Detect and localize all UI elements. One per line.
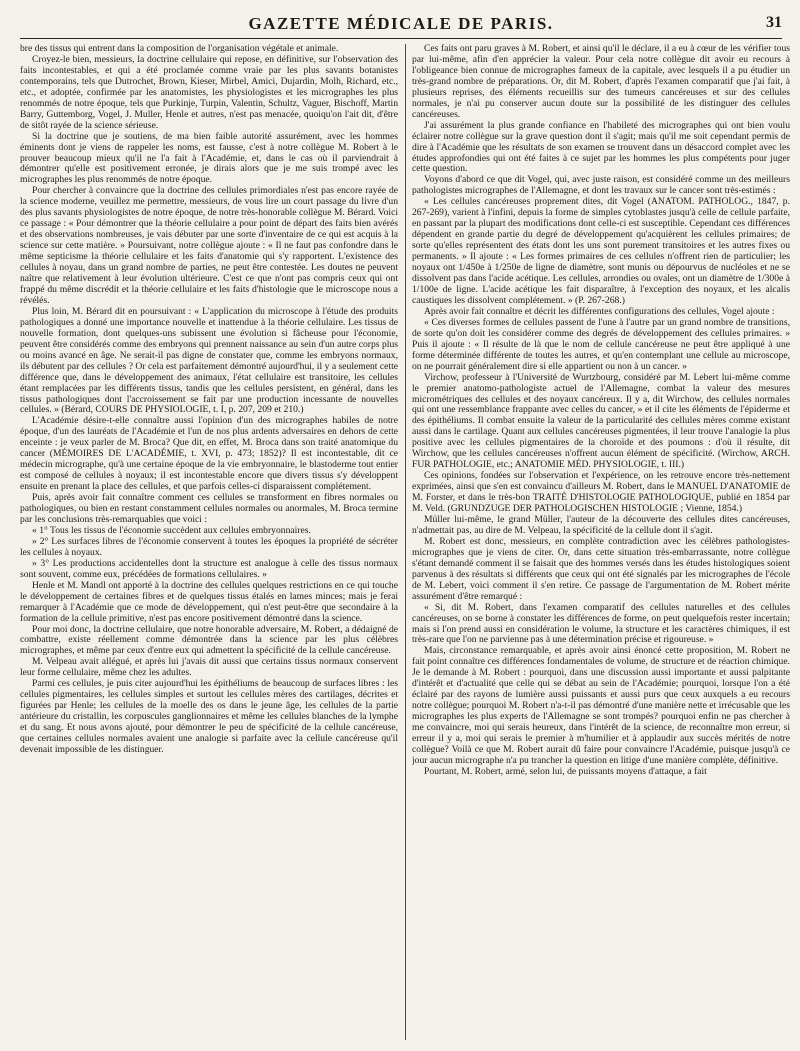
paragraph: Après avoir fait connaître et décrit les différentes configurations des cellules, Vogel ajoute : bbox=[424, 305, 775, 317]
journal-title: GAZETTE MÉDICALE DE PARIS. bbox=[248, 14, 554, 33]
paragraph: Pour moi donc, la doctrine cellulaire, que notre honorable adversaire, M. Robert, a dédaigné de combattre, existe réellement comme démontrée dans la science par les plus célèbres micrographes, et même par ceux d'entre eux qui admettent la spécificité de la cellule cancéreuse. bbox=[20, 623, 398, 657]
paragraph: » 2° Les surfaces libres de l'économie conservent à toutes les époques la propriété de sécréter les cellules à noyaux. bbox=[20, 535, 398, 558]
paragraph: « Ces diverses formes de cellules passent de l'une à l'autre par un grand nombre de transitions, de sorte qu'on doit les considérer comme des degrés de développement des cellules primaires. » Puis il ajoute : « Il résulte de là que le nom de cellule cancéreuse ne peut être appliqué à une forme déterminée différente de toutes les autres, et qu'en contemplant une cellule au microscope, on ne pourrait généralement dire si elle appartient ou non à un cancer. » bbox=[412, 316, 790, 372]
paragraph: « 1° Tous les tissus de l'économie succèdent aux cellules embryonnaires. bbox=[32, 524, 311, 536]
paragraph: » 3° Les productions accidentelles dont la structure est analogue à celle des tissus normaux sont souvent, comme eux, précédées de formations cellulaires. » bbox=[20, 557, 398, 580]
running-header bbox=[20, 12, 782, 39]
paragraph: Müller lui-même, le grand Müller, l'auteur de la découverte des cellules dites cancéreuses, n'admettait pas, au dire de M. Velpeau, la spécificité de la cellule dont il s'agit. bbox=[412, 513, 790, 536]
paragraph: Mais, circonstance remarquable, et après avoir ainsi énoncé cette proposition, M. Robert ne fait point connaître ces différences fondamentales de volume, de structure et de réaction chimique. Je le demande à M. Robert : pourquoi, dans une discussion aussi importante et aussi palpitante d'intérêt et d'actualité que celle qui se débat au sein de l'Académie; pourquoi, lorsque l'on a été éclairé par des rayons de lumière aussi puissants et aussi purs que ceux auxquels a eu recours notre collègue; pourquoi M. Robert n'a-t-il pas démontré d'une manière nette et irrécusable que les micrographes les plus experts de l'Allemagne se sont trompés? pourquoi enfin ne pas chercher à me convaincre, moi qui serais heureux, dans l'intérêt de la science, de reconnaître mon erreur, si erreur il y a, moi qui serais le premier à m'humilier et à applaudir aux succès mérités de notre collègue? Voilà ce que M. Robert aurait dû faire pour convaincre l'Académie, puisque jusqu'à ce jour aucun micrographe n'a pu trancher la question en litige d'une manière complète, définitive. bbox=[412, 645, 790, 766]
paragraph: « Les cellules cancéreuses proprement dites, dit Vogel (ANATOM. PATHOLOG., 1847, p. 267-269), varient à l'infini, depuis la forme de simples cytoblastes jusqu'à celle de cellule parfaite, en passant par la plupart des modifications dont celle-ci est susceptible. Cependant ces différences dépendent en grande partie du degré de développement qu'acquièrent les cellules primaires; de sorte qu'elles représentent des états dont les uns sont purement transitoires et les autres fixes ou permanents. » Il ajoute : « Les formes primaires de ces cellules n'offrent rien de particulier; les noyaux ont 1/450e à 1/250e de ligne de diamètre, sont munis ou dépourvus de nucléoles et ne se dissolvent pas dans l'acide acétique. Les cellules, arrondies ou ovales, ont un diamètre de 1/300e à 1/100e de ligne. L'acide acétique les fait disparaître, à l'exception des noyaux, et les alcalis caustiques les dissolvent complétement. » (P. 267-268.) bbox=[412, 196, 790, 306]
column-rule bbox=[405, 44, 406, 1040]
paragraph: J'ai assurément la plus grande confiance en l'habileté des micrographes qui ont bien voulu éclairer notre collègue sur la grave question dont il s'agit; mais qu'il me soit cependant permis de dire à l'Académie que les résultats de son examen se trouvent dans un désaccord complet avec les études approfondies qui ont été faites à ce sujet par les hommes les plus compétents pour juger cette question. bbox=[412, 119, 790, 175]
paragraph: Puis, après avoir fait connaître comment ces cellules se transforment en fibres normales ou pathologiques, ou bien en restant constamment cellules normales ou anormales, M. Broca termine par les conclusions très-remarquables que voici : bbox=[20, 492, 398, 525]
paragraph: Pourtant, M. Robert, armé, selon lui, de puissants moyens d'attaque, a fait bbox=[424, 765, 707, 777]
left-column bbox=[20, 44, 398, 1046]
paragraph: Croyez-le bien, messieurs, la doctrine cellulaire qui repose, en définitive, sur l'observation des faits incontestables, et qui a été proclamée comme vraie par les plus savants botanistes contemporains, tels que Dutrochet, Brown, Kieser, Mirbel, Amici, Dujardin, Molh, Richard, etc., etc., et adoptée, confirmée par les anatomistes, les physiologistes et les micrographes les plus renommés de notre époque, tels que Purkinje, Turpin, Valentin, Schultz, Vaguer, Bischoff, Martin Barry, Guttemborg, Vogel, J. Muller, Henle et autres, n'est pas menacée, quoiqu'on l'ait dit, d'être de sitôt rayée de la science sérieuse. bbox=[20, 53, 398, 131]
paragraph: M. Velpeau avait allégué, et après lui j'avais dit aussi que certains tissus normaux conservent leur forme cellulaire, même chez les adultes. bbox=[20, 656, 398, 679]
page-number: 31 bbox=[766, 14, 782, 31]
paragraph: Ces faits ont paru graves à M. Robert, et ainsi qu'il le déclare, il a eu à cœur de les vérifier tous par lui-même, afin d'en apprécier la valeur. Pour cela notre collègue dit avoir eu recours à l'obligeance bien connue de micrographes fameux de la capitale, avec lesquels il a pu étudier un très-grand nombre de préparations. Or, dit M. Robert, d'après l'examen comparatif que j'ai fait, à plusieurs reprises, des éléments recueillis sur des tumeurs cancéreuses et sur des cellules normales, je n'ai pu conserver aucun doute sur la possibilité de les distinguer des cellules cancéreuses. bbox=[412, 44, 790, 120]
paragraph: Pour chercher à convaincre que la doctrine des cellules primordiales n'est pas encore rayée de la science moderne, veuillez me permettre, messieurs, de vous lire un court passage du livre d'un des plus savants physiologistes de notre époque, de notre très-honorable collègue M. Bérard. Voici ce passage : « Pour démontrer que la théorie cellulaire a pour point de départ des faits bien avérés et des observations nombreuses, je vais débuter par une sorte d'inventaire de ce qui est acquis à la science sur cette matière. » Poursuivant, notre collègue ajoute : « Il ne faut pas confondre dans le même septicisme la théorie cellulaire et les faits d'anatomie qui s'y rapportent. L'existence des cellules à noyau, dans un grand nombre de parties, ne peut être contestée. Les doutes ne peuvent naître que relativement à leur évolution ultérieure. C'est ce que n'ont pas compris ceux qui ont frappé du même discrédit et la théorie cellulaire et les faits d'histologie que le microscope nous a révélés. bbox=[20, 185, 398, 306]
paragraph: Virchow, professeur à l'Université de Wurtzbourg, considéré par M. Lebert lui-même comme le premier anatomo-pathologiste actuel de l'Allemagne, combat la valeur des mesures micrométriques des cellules et des noyaux cancéreux. Il y a, dit Wirchow, des cellules normales qui ont une ressemblance frappante avec celles du cancer, » et il cite les éléments de l'épiderme et des épithéliums. Il combat ensuite la valeur de la particularité des cellules mères comme existant aussi dans le cartilage. Quant aux cellules cancéreuses pigmentées, il leur trouve l'analogie la plus positive avec les cellules pigmentaires de la choroïde et des poumons : d'où il résulte, dit Wirchow, que les cellules cancéreuses n'offrent aucun élément de spécificité. (Wirchow, ARCH. FUR PATHOLOGIE, etc.; ANATOMIE MÉD. PHYSIOLOGIE, t. III.) bbox=[412, 371, 790, 471]
text-columns bbox=[20, 44, 790, 1046]
paragraph: Si la doctrine que je soutiens, de ma bien faible autorité assurément, avec les hommes éminents dont je viens de rappeler les noms, est fausse, c'est à notre collègue M. Robert à le prouver beaucoup mieux qu'il ne l'a fait à l'Académie, et, dans le cas où il parviendrait à démontrer qu'elle est positivement erronée, je dirais alors que je me suis trompé avec les micrographes les plus renommés de notre époque. bbox=[20, 130, 398, 186]
paragraph: Plus loin, M. Bérard dit en poursuivant : « L'application du microscope à l'étude des produits pathologiques a donné une importance nouvelle et inattendue à la théorie cellulaire. Les tissus de nouvelle formation, dont quelques-uns subissent une évolution si fâcheuse pour l'économie, peuvent être considérés comme des embryons qui prennent naissance au sein d'un autre corps plus ou moins avancé en âge. Ne serait-il pas digne de constater que, comme les embryons normaux, ils débutent par des cellules ? Or cela est parfaitement démontré aujourd'hui, il y a seulement cette différence que, dans le développement des animaux, l'état cellulaire est transitoire, les cellules étant remplacées par les différents tissus, tandis que les cellules persistent, en général, dans les tissus pathologiques dont l'accroissement se fait par une production incessante de nouvelles cellules. » (Bérard, COURS DE PHYSIOLOGIE, t. I, p. 207, 209 et 210.) bbox=[20, 305, 398, 416]
paragraph: M. Robert est donc, messieurs, en complète contradiction avec les célèbres pathologistes-micrographes que je viens de citer. Or, dans cette situation très-embarrassante, notre collègue s'étant demandé comment il se faisait que des hommes versés dans les études histologiques soient parvenus à des résultats si différents que ceux qui ont été signalés par les micrographes de l'école de M. Lebert, voici comment il s'en retire. Ce passage de l'argumentation de M. Robert mérite assurément d'être remarqué : bbox=[412, 535, 790, 602]
paragraph: Henle et M. Mandl ont apporté à la doctrine des cellules quelques restrictions en ce qui touche le développement de certaines fibres et de quelques tissus étalés en lames minces; mais je ferai remarquer à l'Académie que ce mode de développement, qui n'est peut-être que secondaire à la formation de la cellule primitive, n'est pas encore positivement démontré dans la science. bbox=[20, 579, 398, 624]
right-column bbox=[412, 44, 790, 1046]
paragraph: Parmi ces cellules, je puis citer aujourd'hui les épithéliums de beaucoup de surfaces libres : les cellules pigmentaires, les cellules simples et surtout les cellules mères des cartilages, décrites et figurées par Henle; les cellules de la moelle des os dans le jeune âge, les cellules de la partie antérieure du cristallin, les corpuscules ganglionnaires et même les cellules blanches de la lymphe et du sang. Et nous avons ajouté, pour démontrer le peu de spécificité de la cellule cancéreuse, que certaines cellules normales avaient une analogie si parfaite avec la cellule cancéreuse qu'il devenait impossible de les distinguer. bbox=[20, 678, 398, 755]
paragraph: Voyons d'abord ce que dit Vogel, qui, avec juste raison, est considéré comme un des meilleurs pathologistes micrographes de l'Allemagne, et dont les travaux sur le cancer sont très-estimés : bbox=[412, 174, 790, 197]
paragraph: « Si, dit M. Robert, dans l'examen comparatif des cellules naturelles et des cellules cancéreuses, on se borne à constater les différences de forme, on peut quelquefois rester incertain; mais si l'on prend aussi en considération le volume, la structure et les caractères chimiques, il est très-rare que l'on ne parvienne pas à une détermination précise et rigoureuse. » bbox=[412, 601, 790, 646]
paragraph: bre des tissus qui entrent dans la composition de l'organisation végétale et animale. bbox=[20, 44, 339, 54]
paragraph: Ces opinions, fondées sur l'observation et l'expérience, on les retrouve encore très-nettement exprimées, ainsi que s'en est convaincu d'ailleurs M. Robert, dans le MANUEL D'ANATOMIE de M. Forster, et dans le très-bon TRAITÉ D'HISTOLOGIE PATHOLOGIQUE, publié en 1854 par M. Veld. (GRUNDZUGE DER PATHOLOGISCHEN HISTOLOGIE ; Vienne, 1854.) bbox=[412, 470, 790, 515]
paragraph: L'Académie désire-t-elle connaître aussi l'opinion d'un des micrographes habiles de notre époque, d'un des lauréats de l'Académie et l'un de nos plus ardents adversaires en dehors de cette enceinte : je veux parler de M. Broca? Que dit, en effet, M. Broca dans son traité anatomique du cancer (MÉMOIRES DE L'ACADÉMIE, t. XVI, p. 473; 1852)? Il est incontestable, dit ce médecin micrographe, qu'à une certaine époque de la vie embryonnaire, le blastoderme tout entier est composé de cellules à noyaux; il est incontestable encore que divers tissus s'y développent ensuite en prenant la place des cellules, et que parfois celles-ci disparaissent complétement. bbox=[20, 415, 398, 493]
